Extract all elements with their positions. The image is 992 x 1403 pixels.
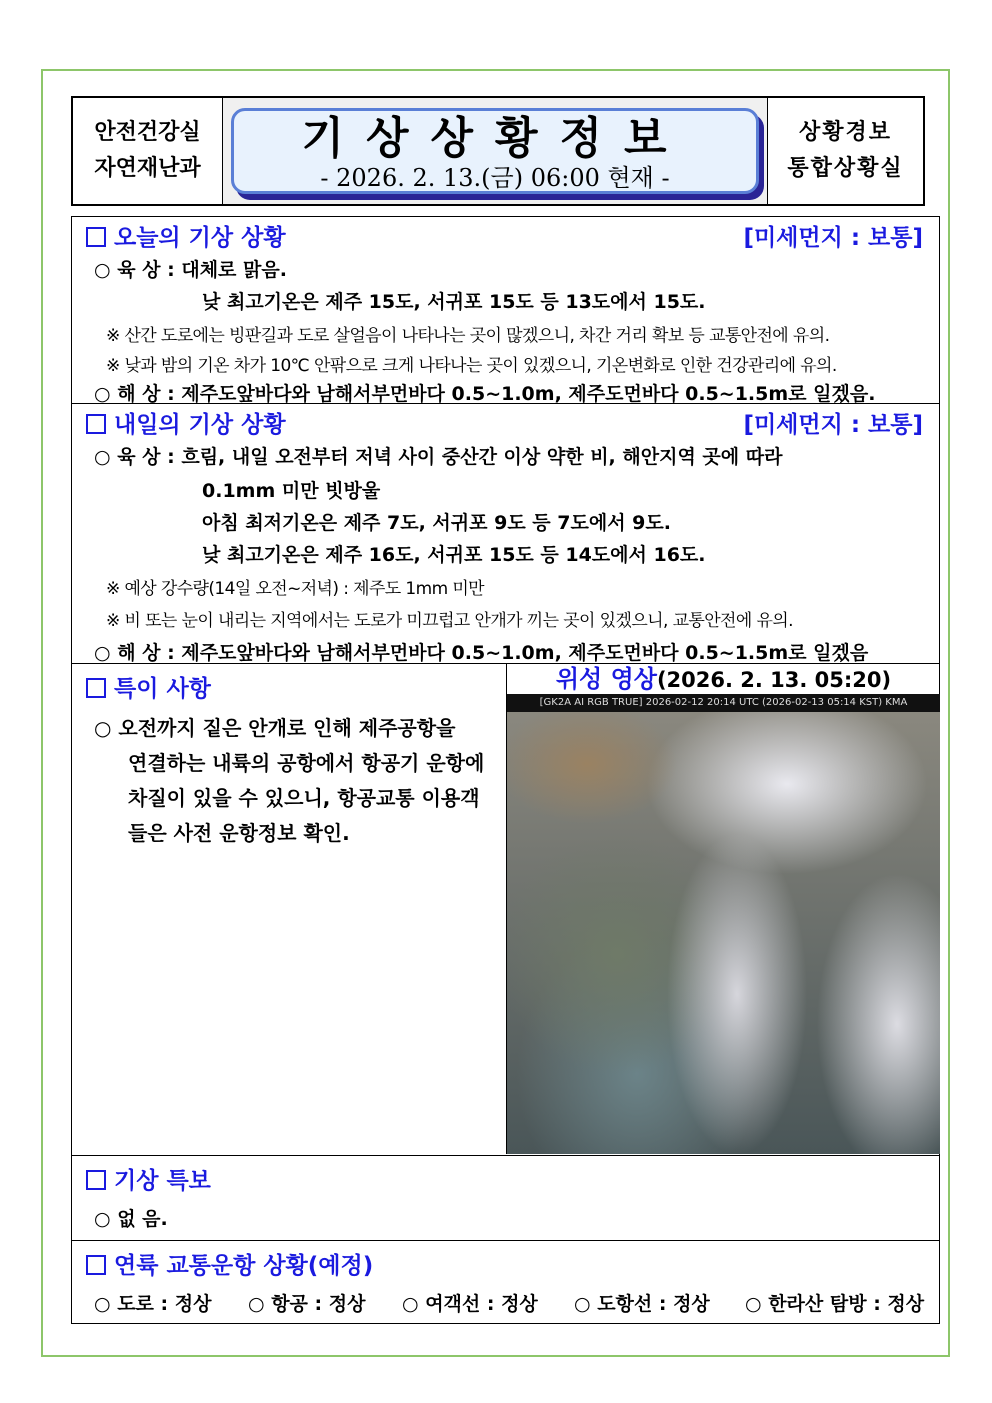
header <box>71 96 925 206</box>
dust-status: [미세먼지 : 보통] <box>743 412 923 438</box>
satellite-panel: 위성 영상(2026. 2. 13. 05:20) [GK2A AI RGB TRUE] 2026-02-12 20:14 UTC (2026-02-13 05:14 KST) KMA <box>506 664 940 1154</box>
satellite-image: [GK2A AI RGB TRUE] 2026-02-12 20:14 UTC (2026-02-13 05:14 KST) KMA <box>507 694 940 1154</box>
checkbox-icon <box>86 1255 106 1275</box>
report-body <box>71 216 940 1324</box>
report-date: - 2026. 2. 13.(금) 06:00 현재 - <box>320 164 670 192</box>
office: 상황경보 통합상황실 <box>767 98 923 204</box>
tomorrow-section: 내일의 기상 상황 [미세먼지 : 보통] ○ 육 상 : 흐림, 내일 오전부터 저녁 사이 중산간 이상 약한 비, 해안지역 곳에 따라 0.1mm 미만 빗방울 아침 최저기온은 제주 7도, 서귀포 9도 등 7도에서 9도. 낮 최고기온은 제주 16도, 서귀포 15도 등 14도에서 16도. ※ 예상 강수량(14일 오전~저녁) : 제주도 1mm 미만 ※ 비 또는 눈이 내리는 지역에서는 도로가 미끄럽고 안개가 끼는 곳이 있겠으니, 교통안전에 유의. ○ 해 상 : 제주도앞바다와 남해서부먼바다 0.5~1.0m, 제주도먼바다 0.5~1.5m로 일겠음 <box>72 404 939 664</box>
checkbox-icon <box>86 414 106 434</box>
title-banner <box>231 108 759 194</box>
department: 안전건강실 자연재난과 <box>73 98 223 204</box>
today-section: 오늘의 기상 상황 [미세먼지 : 보통] ○ 육 상 : 대체로 맑음. 낮 최고기온은 제주 15도, 서귀포 15도 등 13도에서 15도. ※ 산간 도로에는 빙판길과 도로 살얼음이 나타나는 곳이 많겠으니, 차간 거리 확보 등 교통안전에 유의. ※ 낮과 밤의 기온 차가 10℃ 안팎으로 크게 나타나는 곳이 있겠으니, 기온변화로 인한 건강관리에 유의. ○ 해 상 : 제주도앞바다와 남해서부먼바다 0.5~1.0m, 제주도먼바다 0.5~1.5m로 일겠음. <box>72 217 939 404</box>
warning-section: 기상 특보 ○ 없 음. <box>72 1156 939 1241</box>
traffic-section: 연륙 교통운항 상황(예정) ○ 도로 : 정상 ○ 항공 : 정상 ○ 여객선 : 정상 ○ 도항선 : 정상 ○ 한라산 탐방 : 정상 <box>72 1241 939 1325</box>
dust-status: [미세먼지 : 보통] <box>743 225 923 251</box>
page-title: 기상상황정보 <box>301 113 689 164</box>
checkbox-icon <box>86 1170 106 1190</box>
special-section: 특이 사항 ○ 오전까지 짙은 안개로 인해 제주공항을 연결하는 내륙의 공항에서 항공기 운항에 차질이 있을 수 있으니, 항공교통 이용객 들은 사전 운항정보 확인. 위성 영상(2026. 2. 13. 05:20) [GK2A AI RGB TRUE] 2026-02-12 20:14 UTC (2026-02-13 05:14 KST) KMA <box>72 664 939 1156</box>
checkbox-icon <box>86 678 106 698</box>
checkbox-icon <box>86 227 106 247</box>
